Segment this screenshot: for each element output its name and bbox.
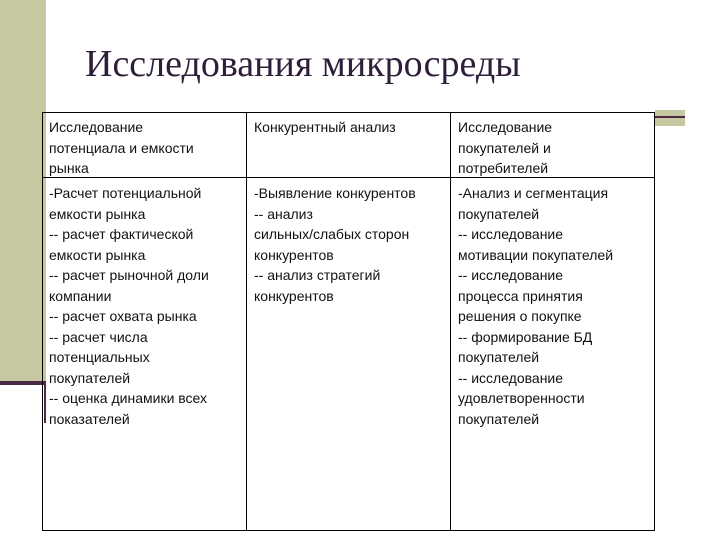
- header-cell-customer-research: [455, 117, 655, 179]
- body-line: покупателей: [49, 369, 131, 386]
- body-line: показателей: [49, 410, 130, 427]
- decor-line: [0, 381, 46, 385]
- body-line: -Выявление конкурентов: [254, 185, 416, 201]
- body-line: мотивации покупателей: [458, 246, 614, 263]
- body-line: -- анализ стратегий: [254, 267, 381, 283]
- body-line: емкости рынка: [49, 246, 146, 263]
- body-line: -- исследование: [458, 267, 564, 283]
- table-column-divider: [450, 112, 451, 531]
- body-line: -- расчет рыночной доли: [49, 267, 209, 283]
- body-line: -Анализ и сегментация: [458, 185, 609, 201]
- header-line: рынка: [49, 160, 89, 176]
- body-line: -- оценка динамики всех: [49, 390, 208, 406]
- body-line: -- расчет числа: [49, 328, 148, 345]
- page-title: Исследования микросреды: [85, 43, 521, 85]
- body-line: -- исследование: [458, 369, 564, 386]
- header-line: Конкурентный анализ: [254, 119, 396, 135]
- body-line: -- формирование БД: [458, 328, 593, 345]
- body-line: -- исследование: [458, 226, 564, 242]
- header-line: Исследование: [458, 119, 553, 135]
- header-line: потребителей: [458, 160, 549, 176]
- header-line: Исследование: [49, 119, 144, 135]
- body-line: конкурентов: [254, 287, 334, 304]
- body-line: решения о покупке: [458, 308, 582, 324]
- left-decor-band: [0, 0, 46, 383]
- body-line: процесса принятия: [458, 287, 583, 304]
- body-line: покупателей: [458, 205, 540, 222]
- body-line: -- расчет фактической: [49, 226, 194, 242]
- body-line: конкурентов: [254, 246, 334, 263]
- body-line: потенциальных: [49, 349, 150, 365]
- body-cell-customer-research: [455, 183, 655, 429]
- body-cell-market-potential: [46, 183, 246, 429]
- header-line: покупателей и: [458, 139, 551, 156]
- body-line: -- расчет охвата рынка: [49, 308, 197, 324]
- table-column-divider: [246, 112, 247, 531]
- body-line: емкости рынка: [49, 205, 146, 222]
- header-line: потенциала и емкости: [49, 139, 194, 156]
- body-line: -Расчет потенциальной: [49, 185, 202, 201]
- body-line: -- анализ: [254, 205, 313, 222]
- header-cell-competitive-analysis: [251, 117, 450, 138]
- body-line: удовлетворенности: [458, 390, 585, 406]
- right-decor-band: [655, 110, 685, 126]
- body-cell-competitive-analysis: [251, 183, 450, 306]
- right-decor-line: [655, 116, 685, 118]
- body-line: покупателей: [458, 410, 540, 427]
- header-cell-market-potential: [46, 117, 246, 179]
- body-line: компании: [49, 287, 112, 304]
- body-line: покупателей: [458, 349, 540, 365]
- body-line: сильных/слабых сторон: [254, 226, 410, 242]
